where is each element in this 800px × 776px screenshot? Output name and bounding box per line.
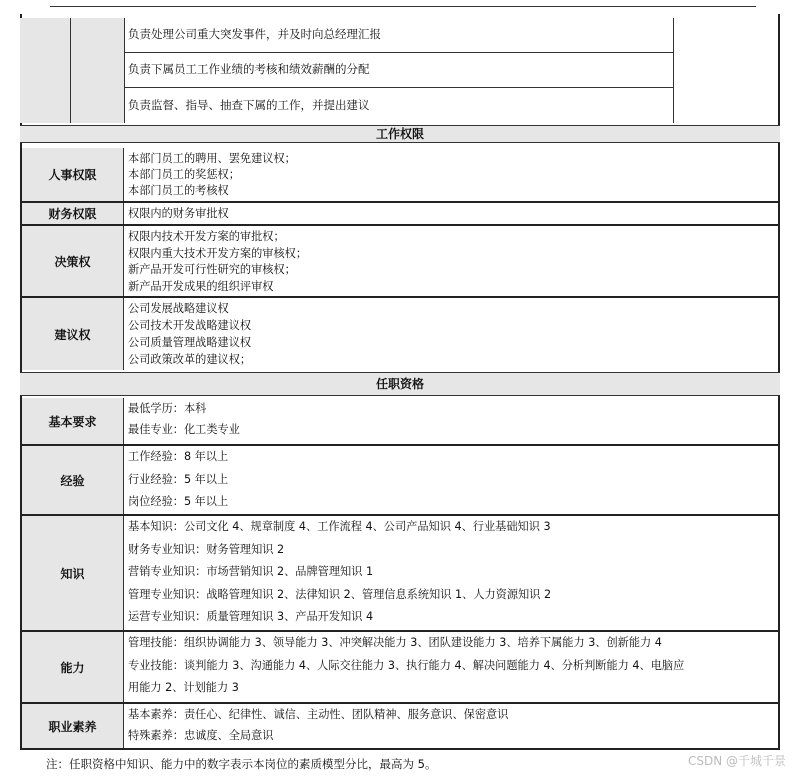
qualification-content — [125, 400, 780, 442]
content-line: 本部门员工的聘用、罢免建议权； — [128, 152, 296, 165]
content-line: 行业经验：5 年以上 — [128, 472, 229, 486]
label-cell-empty — [20, 18, 71, 123]
authority-label: 财务权限 — [22, 203, 124, 224]
qualification-label: 能力 — [22, 632, 124, 702]
row-divider — [20, 296, 780, 298]
content-line: 公司技术开发战略建议权 — [128, 319, 252, 332]
qualification-content — [125, 706, 780, 748]
top-rule — [50, 6, 756, 7]
row-divider — [20, 224, 780, 226]
qualification-label: 职业素养 — [22, 704, 124, 748]
authority-content — [125, 205, 780, 221]
content-line: 用能力 2、计划能力 3 — [128, 681, 239, 694]
content-line: 管理专业知识：战略管理知识 2、法律知识 2、管理信息系统知识 1、人力资源知识 2 — [128, 587, 552, 601]
qualification-content — [125, 518, 780, 631]
qualification-label: 知识 — [22, 516, 124, 630]
footnote: 注：任职资格中知识、能力中的数字表示本岗位的素质模型分比，最高为 5。 — [46, 757, 437, 771]
content-line: 公司质量管理战略建议权 — [128, 336, 252, 349]
content-line: 工作经验：8 年以上 — [128, 450, 229, 463]
content-line: 特殊素养：忠诚度、全局意识 — [128, 729, 274, 742]
qualification-content — [125, 634, 780, 702]
content-line: 财务专业知识：财务管理知识 2 — [128, 542, 285, 556]
authority-label: 建议权 — [22, 298, 124, 370]
content-line: 基本素养：责任心、纪律性、诚信、主动性、团队精神、服务意识、保密意识 — [128, 708, 509, 721]
qualification-label: 基本要求 — [22, 398, 124, 444]
content-line: 基本知识：公司文化 4、规章制度 4、工作流程 4、公司产品知识 4、行业基础知识 3 — [128, 520, 551, 533]
authority-content — [125, 150, 780, 198]
content-line: 公司政策改革的建议权； — [128, 353, 252, 366]
content-line: 新产品开发成果的组织评审权 — [128, 279, 274, 293]
content-line: 公司发展战略建议权 — [128, 302, 229, 315]
authority-label: 决策权 — [22, 226, 124, 296]
row-divider — [20, 630, 780, 632]
section-header-qualification: 任职资格 — [20, 372, 780, 396]
sublabel-cell-empty — [71, 18, 125, 123]
content-line: 专业技能：谈判能力 3、沟通能力 4、人际交往能力 3、执行能力 4、解决问题能力 4、分析判断能力 4、电脑应 — [128, 658, 685, 672]
authority-content — [125, 300, 780, 368]
row-divider — [20, 444, 780, 446]
section-header-authority: 工作权限 — [20, 125, 780, 143]
duty-row: 负责监督、指导、抽查下属的工作，并提出建议 — [124, 88, 674, 123]
content-line: 权限内技术开发方案的审批权； — [128, 230, 285, 243]
authority-label: 人事权限 — [22, 148, 124, 201]
row-divider — [20, 201, 780, 203]
duty-row: 负责下属员工工作业绩的考核和绩效薪酬的分配 — [124, 53, 674, 88]
content-line: 权限内重大技术开发方案的审核权； — [128, 246, 308, 260]
watermark: CSDN @千城千景 — [687, 754, 786, 768]
row-divider — [20, 514, 780, 516]
authority-content — [125, 228, 780, 294]
content-line: 本部门员工的奖惩权； — [128, 168, 240, 181]
duty-row: 负责处理公司重大突发事件，并及时向总经理汇报 — [124, 18, 674, 53]
content-line: 营销专业知识：市场营销知识 2、品牌管理知识 1 — [128, 565, 374, 578]
content-line: 岗位经验：5 年以上 — [128, 495, 229, 508]
content-line: 运营专业知识：质量管理知识 3、产品开发知识 4 — [128, 610, 374, 623]
content-line: 管理技能：组织协调能力 3、领导能力 3、冲突解决能力 3、团队建设能力 3、培养下属能力 3、创新能力 4 — [128, 636, 662, 649]
content-line: 新产品开发可行性研究的审核权； — [128, 263, 296, 276]
qualification-label: 经验 — [22, 446, 124, 514]
content-line: 本部门员工的考核权 — [128, 184, 229, 197]
content-line: 最佳专业：化工类专业 — [128, 423, 240, 436]
row-divider — [20, 702, 780, 704]
content-line: 权限内的财务审批权 — [128, 207, 229, 220]
content-line: 最低学历：本科 — [128, 402, 207, 415]
qualification-content — [125, 448, 780, 516]
